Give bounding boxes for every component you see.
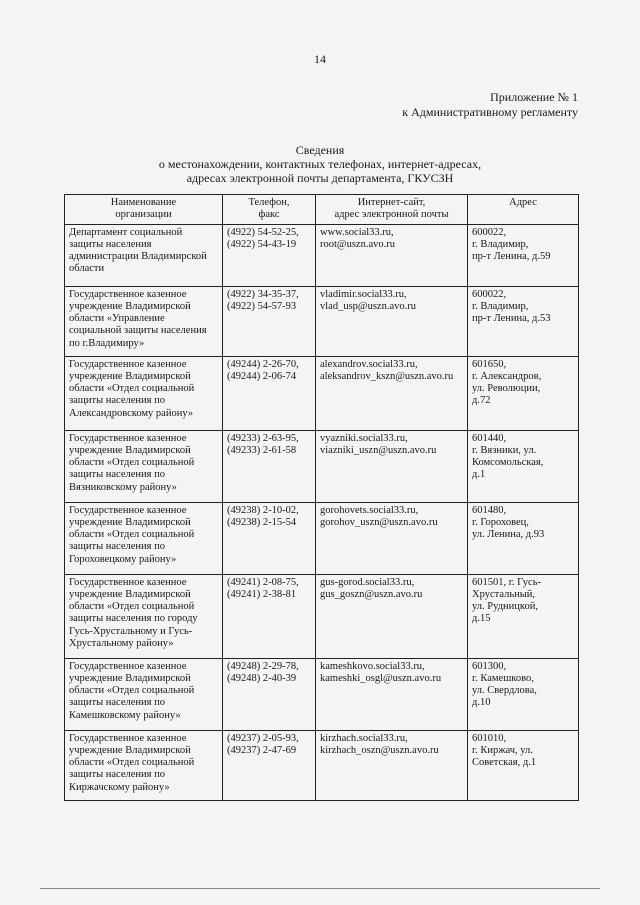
header-phone	[223, 195, 316, 225]
cell-phone	[223, 574, 316, 658]
cell-phone-line: (49233) 2-61-58	[227, 444, 297, 456]
cell-organization-line: учреждение Владимирской	[69, 744, 191, 756]
appendix-line-1: Приложение № 1	[490, 90, 578, 104]
header-organization	[65, 195, 223, 225]
cell-web	[316, 502, 468, 574]
document-title	[60, 143, 580, 185]
cell-organization-line: Вязниковскому району»	[69, 481, 177, 493]
cell-organization-line: Гусь-Хрустальному и Гусь-	[69, 625, 193, 637]
cell-address-line: 601480,	[472, 504, 507, 516]
cell-organization	[65, 658, 223, 730]
cell-phone-line: (49237) 2-05-93,	[227, 732, 299, 744]
cell-organization-line: Государственное казенное	[69, 576, 187, 588]
appendix-line-2: к Административному регламенту	[402, 105, 578, 119]
cell-address-line: 601010,	[472, 732, 507, 744]
cell-phone-line: (49248) 2-40-39	[227, 672, 297, 684]
cell-web-line: www.social33.ru,	[320, 226, 394, 238]
cell-organization	[65, 286, 223, 356]
appendix-header	[402, 90, 578, 120]
cell-organization-line: Камешковскому району»	[69, 709, 181, 721]
cell-web-line: gorohovets.social33.ru,	[320, 504, 419, 516]
cell-organization-line: Александровскому району»	[69, 407, 194, 419]
cell-address	[468, 356, 579, 430]
cell-web-line: gorohov_uszn@uszn.avo.ru	[320, 516, 438, 528]
cell-organization-line: учреждение Владимирской	[69, 444, 191, 456]
cell-web	[316, 430, 468, 502]
cell-organization	[65, 502, 223, 574]
cell-address-line: г. Владимир,	[472, 300, 529, 312]
cell-organization-line: Государственное казенное	[69, 504, 187, 516]
cell-web-line: kirzhach.social33.ru,	[320, 732, 408, 744]
cell-address-line: ул. Свердлова,	[472, 685, 537, 697]
cell-phone-line: (4922) 54-52-25,	[227, 226, 299, 238]
cell-address-line: д.15	[472, 613, 491, 625]
cell-web-line: root@uszn.avo.ru	[320, 238, 395, 250]
cell-web	[316, 224, 468, 286]
cell-organization-line: защиты населения по	[69, 769, 165, 781]
cell-organization	[65, 574, 223, 658]
cell-address-line: 601300,	[472, 660, 507, 672]
cell-organization	[65, 224, 223, 286]
table-body	[65, 224, 579, 800]
header-phone-line: Телефон,	[248, 197, 290, 208]
header-organization-line: Наименование	[110, 197, 177, 208]
table-row	[65, 224, 579, 286]
cell-phone-line: (49241) 2-08-75,	[227, 576, 299, 588]
cell-organization-line: Хрустальному району»	[69, 638, 174, 650]
cell-address-line: 601650,	[472, 358, 507, 370]
cell-phone-line: (49238) 2-15-54	[227, 516, 297, 528]
cell-web	[316, 286, 468, 356]
cell-address-line: 601501, г. Гусь-	[472, 576, 541, 588]
table-row	[65, 574, 579, 658]
table-header-row	[65, 195, 579, 225]
cell-organization-line: области «Отдел социальной	[69, 529, 195, 541]
cell-address-line: ул. Ленина, д.93	[472, 529, 545, 541]
cell-organization-line: области «Отдел социальной	[69, 757, 195, 769]
cell-address-line: Советская, д.1	[472, 757, 537, 769]
cell-address	[468, 224, 579, 286]
cell-organization-line: Киржачскому району»	[69, 781, 170, 793]
cell-organization	[65, 430, 223, 502]
cell-phone-line: (49233) 2-63-95,	[227, 432, 299, 444]
cell-phone-line: (49237) 2-47-69	[227, 744, 297, 756]
cell-address-line: д.10	[472, 697, 491, 709]
cell-organization-line: учреждение Владимирской	[69, 300, 191, 312]
cell-web	[316, 356, 468, 430]
cell-address	[468, 502, 579, 574]
cell-web-line: alexandrov.social33.ru,	[320, 358, 418, 370]
cell-phone-line: (49241) 2-38-81	[227, 588, 297, 600]
cell-address-line: г. Александров,	[472, 370, 542, 382]
header-phone-line: факс	[258, 209, 280, 221]
header-web-line: адрес электронной почты	[334, 209, 449, 221]
cell-organization-line: Государственное казенное	[69, 660, 187, 672]
cell-organization-line: учреждение Владимирской	[69, 370, 191, 382]
cell-organization-line: учреждение Владимирской	[69, 516, 191, 528]
cell-organization-line: области «Отдел социальной	[69, 383, 195, 395]
cell-organization-line: защиты населения по	[69, 541, 165, 553]
cell-phone-line: (49248) 2-29-78,	[227, 660, 299, 672]
cell-address-line: 601440,	[472, 432, 507, 444]
cell-organization-line: Государственное казенное	[69, 288, 187, 300]
cell-organization	[65, 356, 223, 430]
page-bottom-rule	[40, 888, 600, 891]
cell-phone-line: (4922) 54-43-19	[227, 238, 297, 250]
cell-web-line: gus_goszn@uszn.avo.ru	[320, 588, 423, 600]
cell-phone-line: (4922) 34-35-37,	[227, 288, 299, 300]
cell-phone-line: (49238) 2-10-02,	[227, 504, 299, 516]
cell-web	[316, 730, 468, 800]
cell-web-line: vlad_usp@uszn.avo.ru	[320, 300, 416, 312]
organizations-table	[64, 194, 579, 801]
cell-web-line: gus-gorod.social33.ru,	[320, 576, 415, 588]
header-web	[316, 195, 468, 225]
cell-organization-line: области	[69, 263, 105, 275]
header-organization-line: организации	[115, 209, 172, 221]
cell-organization-line: защиты населения по	[69, 697, 165, 709]
cell-address-line: пр-т Ленина, д.59	[472, 251, 551, 263]
cell-web-line: vyazniki.social33.ru,	[320, 432, 408, 444]
cell-address-line: г. Гороховец,	[472, 516, 529, 528]
cell-address-line: ул. Революции,	[472, 383, 541, 395]
title-line-2: о местонахождении, контактных телефонах, интернет-адресах,	[158, 157, 482, 171]
cell-organization-line: учреждение Владимирской	[69, 588, 191, 600]
cell-organization-line: Государственное казенное	[69, 732, 187, 744]
table-row	[65, 356, 579, 430]
cell-phone-line: (49244) 2-06-74	[227, 370, 297, 382]
cell-address-line: г. Киржач, ул.	[472, 744, 533, 756]
cell-address-line: г. Вязники, ул.	[472, 444, 537, 456]
cell-phone	[223, 224, 316, 286]
table-row	[65, 286, 579, 356]
cell-organization-line: Государственное казенное	[69, 432, 187, 444]
cell-web-line: kirzhach_oszn@uszn.avo.ru	[320, 744, 439, 756]
cell-address	[468, 574, 579, 658]
organizations-table-wrap	[64, 194, 578, 801]
cell-address-line: г. Владимир,	[472, 238, 529, 250]
cell-address	[468, 658, 579, 730]
cell-organization-line: защиты населения	[69, 238, 152, 250]
cell-organization	[65, 730, 223, 800]
cell-organization-line: защиты населения по	[69, 469, 165, 481]
cell-web-line: aleksandrov_kszn@uszn.avo.ru	[320, 370, 454, 382]
cell-phone-line: (49244) 2-26-70,	[227, 358, 299, 370]
title-line-1: Сведения	[295, 143, 345, 157]
cell-web-line: kameshki_osgl@uszn.avo.ru	[320, 672, 442, 684]
cell-address-line: Комсомольская,	[472, 457, 544, 469]
cell-organization-line: защиты населения по	[69, 395, 165, 407]
cell-organization-line: Государственное казенное	[69, 358, 187, 370]
table-row	[65, 658, 579, 730]
cell-organization-line: области «Управление	[69, 313, 165, 325]
cell-address-line: д.72	[472, 395, 491, 407]
cell-web-line: kameshkovo.social33.ru,	[320, 660, 425, 672]
cell-organization-line: области «Отдел социальной	[69, 685, 195, 697]
cell-phone	[223, 430, 316, 502]
cell-organization-line: Гороховецкому району»	[69, 553, 177, 565]
cell-address	[468, 286, 579, 356]
cell-organization-line: области «Отдел социальной	[69, 457, 195, 469]
cell-address	[468, 430, 579, 502]
cell-phone	[223, 730, 316, 800]
header-web-line: Интернет-сайт,	[357, 197, 426, 208]
page-number: 14	[314, 52, 326, 66]
cell-phone	[223, 658, 316, 730]
cell-address-line: пр-т Ленина, д.53	[472, 313, 551, 325]
cell-address-line: г. Камешково,	[472, 672, 534, 684]
cell-address	[468, 730, 579, 800]
cell-organization-line: администрации Владимирской	[69, 251, 207, 263]
table-row	[65, 502, 579, 574]
title-line-3: адресах электронной почты департамента, ГКУСЗН	[186, 171, 454, 185]
cell-web	[316, 574, 468, 658]
header-address-line: Адрес	[509, 197, 537, 208]
header-address	[468, 195, 579, 225]
cell-address-line: 600022,	[472, 226, 507, 238]
cell-address-line: д.1	[472, 469, 486, 481]
cell-organization-line: социальной защиты населения	[69, 325, 207, 337]
cell-phone	[223, 286, 316, 356]
cell-organization-line: защиты населения по городу	[69, 613, 198, 625]
table-row	[65, 430, 579, 502]
cell-organization-line: Департамент социальной	[69, 226, 183, 238]
cell-web-line: viazniki_uszn@uszn.avo.ru	[320, 444, 437, 456]
cell-organization-line: учреждение Владимирской	[69, 672, 191, 684]
cell-web-line: vladimir.social33.ru,	[320, 288, 407, 300]
cell-phone	[223, 502, 316, 574]
cell-phone	[223, 356, 316, 430]
cell-organization-line: области «Отдел социальной	[69, 601, 195, 613]
cell-address-line: 600022,	[472, 288, 507, 300]
cell-phone-line: (4922) 54-57-93	[227, 300, 297, 312]
cell-organization-line: по г.Владимиру»	[69, 337, 145, 349]
cell-address-line: ул. Рудницкой,	[472, 601, 538, 613]
table-row	[65, 730, 579, 800]
cell-web	[316, 658, 468, 730]
cell-address-line: Хрустальный,	[472, 588, 536, 600]
